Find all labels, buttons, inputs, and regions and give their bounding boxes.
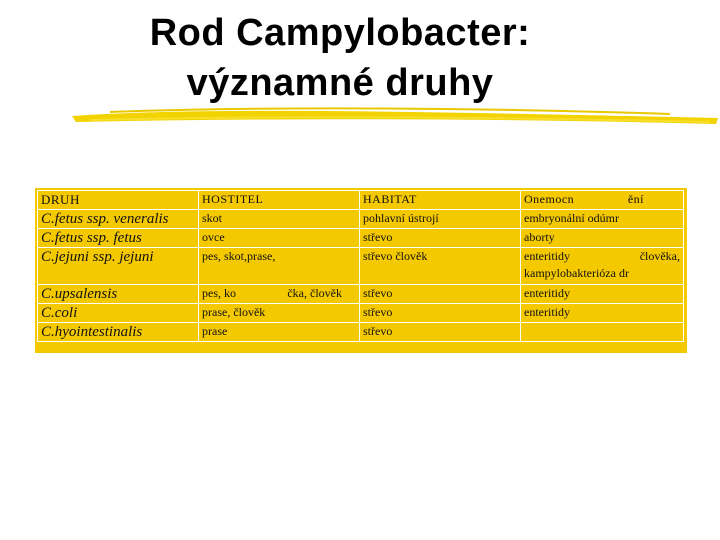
cell-species: C.upsalensis [38, 285, 199, 304]
table-row [38, 323, 684, 342]
cell-host-part2: čka, člověk [287, 286, 342, 300]
species-table [37, 190, 684, 342]
cell-habitat: střevo [360, 304, 521, 323]
cell-disease: embryonální odúmr [521, 210, 684, 229]
cell-host: pes, skot,prase, [199, 248, 360, 285]
header-druh: DRUH [38, 191, 199, 210]
cell-host: ovce [199, 229, 360, 248]
table-row [38, 229, 684, 248]
table-row [38, 285, 684, 304]
cell-disease-part1: enteritidy [524, 249, 570, 263]
cell-disease [521, 323, 684, 342]
cell-species: C.jejuni ssp. jejuni [38, 248, 199, 285]
header-onemocneni-part2: ění [627, 192, 644, 206]
cell-disease-line2: kampylobakterióza dr [524, 266, 629, 280]
table-row [38, 210, 684, 229]
table-row [38, 304, 684, 323]
cell-host-part1: pes, ko [202, 286, 236, 300]
header-hostitel: HOSTITEL [199, 191, 360, 210]
cell-disease: enteritidy [521, 304, 684, 323]
slide-title [0, 8, 680, 108]
cell-species: C.fetus ssp. veneralis [38, 210, 199, 229]
cell-host: prase, člověk [199, 304, 360, 323]
table-row [38, 248, 684, 285]
cell-disease [521, 248, 684, 285]
cell-disease: enteritidy [521, 285, 684, 304]
cell-host [199, 285, 360, 304]
title-line-2: významné druhy [186, 62, 494, 104]
cell-host: prase [199, 323, 360, 342]
cell-habitat: střevo [360, 323, 521, 342]
cell-habitat: střevo [360, 285, 521, 304]
cell-habitat: střevo člověk [360, 248, 521, 285]
table-header-row [38, 191, 684, 210]
cell-host: skot [199, 210, 360, 229]
cell-disease-part2: člověka, [639, 249, 680, 263]
title-line-1: Rod Campylobacter: [149, 12, 531, 54]
cell-species: C.fetus ssp. fetus [38, 229, 199, 248]
cell-habitat: pohlavní ústrojí [360, 210, 521, 229]
species-table-container [35, 188, 687, 353]
header-onemocneni [521, 191, 684, 210]
cell-species: C.coli [38, 304, 199, 323]
title-underline-brushstroke [70, 104, 720, 130]
cell-disease: aborty [521, 229, 684, 248]
cell-species: C.hyointestinalis [38, 323, 199, 342]
header-onemocneni-part1: Onemocn [524, 192, 575, 206]
cell-habitat: střevo [360, 229, 521, 248]
header-habitat: HABITAT [360, 191, 521, 210]
